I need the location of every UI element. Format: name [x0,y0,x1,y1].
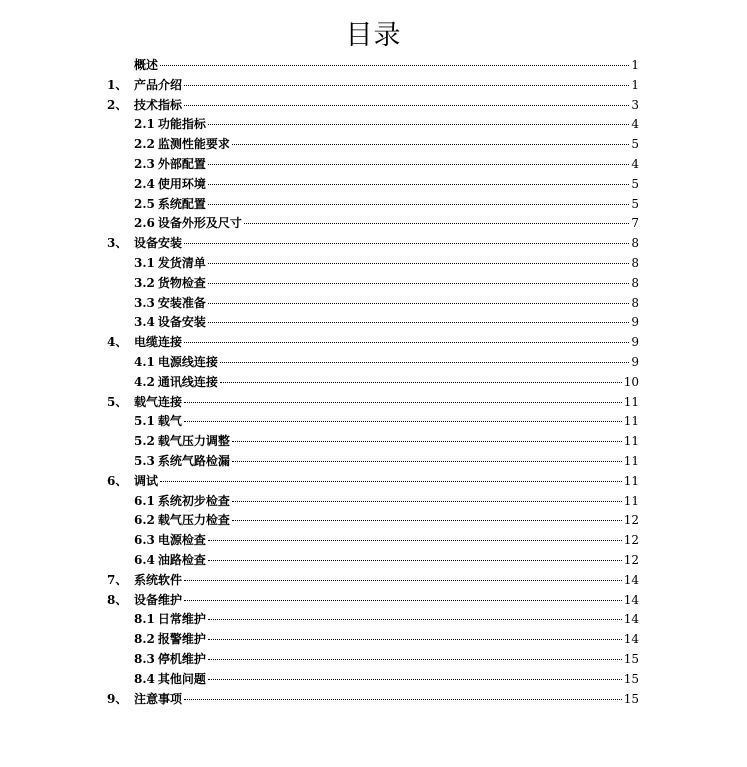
toc-entry-page-number: 1 [631,58,639,72]
toc-entry[interactable] [107,551,639,571]
toc-entry-page-number: 9 [631,315,639,330]
toc-dot-leader [232,520,622,521]
toc-entry-label: 报警维护 [157,632,206,647]
toc-entry-number: 5.1 [134,414,155,429]
toc-entry-number: 6.1 [134,493,155,508]
toc-entry-label: 设备安装 [157,315,206,330]
toc-entry-label: 系统气路检漏 [157,453,230,468]
toc-entry-number: 3.2 [134,275,155,290]
toc-entry[interactable] [107,591,639,611]
toc-entry-number: 2.5 [134,196,155,211]
toc-entry[interactable] [107,115,639,135]
toc-entry-number: 8.2 [134,632,155,647]
toc-entry-label: 系统初步检查 [157,493,230,508]
toc-entry[interactable] [107,96,639,116]
toc-entry-page-number: 10 [623,374,639,389]
toc-entry[interactable] [107,472,639,492]
toc-dot-leader [184,580,622,581]
toc-entry[interactable] [107,432,639,452]
toc-dot-leader [208,263,629,264]
toc-entry-page-number: 8 [631,236,639,251]
toc-dot-leader [184,402,622,403]
toc-entry-page-number: 8 [631,255,639,270]
toc-dot-leader [184,85,629,86]
toc-entry-number: 2.1 [134,117,155,132]
toc-dot-leader [208,679,622,680]
toc-entry-label: 油路检查 [157,552,206,567]
toc-entry-label: 设备维护 [134,592,183,607]
toc-dot-leader [208,659,622,660]
toc-entry-number: 8.1 [134,612,155,627]
toc-entry[interactable] [107,214,639,234]
toc-entry-label: 功能指标 [157,117,206,132]
toc-entry[interactable] [107,294,639,314]
toc-entry[interactable] [107,333,639,353]
toc-dot-leader [184,342,629,343]
toc-entry-page-number: 11 [623,493,639,508]
toc-dot-leader [208,540,622,541]
toc-entry-label: 使用环境 [157,176,206,191]
toc-entry[interactable] [107,353,639,373]
toc-entry[interactable] [107,155,639,175]
toc-entry-page-number: 4 [631,156,639,171]
toc-dot-leader [208,164,629,165]
toc-entry[interactable] [107,274,639,294]
toc-entry-page-number: 12 [623,513,639,528]
toc-entry[interactable] [107,571,639,591]
toc-entry-number: 2.2 [134,137,155,152]
toc-entry-page-number: 15 [623,671,639,686]
toc-entry-page-number: 14 [623,572,639,587]
toc-entry[interactable] [107,670,639,690]
toc-entry-label: 停机维护 [157,651,206,666]
toc-dot-leader [208,560,622,561]
toc-entry-label: 注意事项 [134,691,183,706]
toc-entry-label: 安装准备 [157,295,206,310]
toc-dot-leader [184,421,622,422]
toc-entry[interactable] [107,511,639,531]
toc-entry-page-number: 9 [631,335,639,350]
toc-entry-label: 载气 [157,414,182,429]
toc-dot-leader [244,223,629,224]
toc-entry-number: 2、 [107,97,128,112]
toc-entry-label: 电源检查 [157,533,206,548]
toc-dot-leader [184,699,622,700]
toc-entry-page-number: 14 [623,612,639,627]
toc-entry-label: 日常维护 [157,612,206,627]
toc-entry-number: 5.2 [134,434,155,449]
toc-entry[interactable] [107,650,639,670]
toc-entry-label: 发货清单 [157,255,206,270]
toc-entry-number: 4、 [107,335,128,350]
toc-entry[interactable] [107,630,639,650]
toc-entry-page-number: 14 [623,592,639,607]
toc-entry-page-number: 3 [631,97,639,112]
toc-entry-label: 技术指标 [134,97,183,112]
toc-entry-label: 监测性能要求 [157,137,230,152]
toc-entry[interactable] [107,254,639,274]
toc-entry-number: 2.4 [134,176,155,191]
toc-entry-page-number: 5 [631,137,639,152]
toc-entry-page-number: 8 [631,295,639,310]
toc-entry-number: 2.3 [134,156,155,171]
toc-entry-label: 系统配置 [157,196,206,211]
toc-entry-label: 货物检查 [157,275,206,290]
toc-entry-number: 6、 [107,473,128,488]
toc-entry-page-number: 9 [631,354,639,369]
toc-entry-page-number: 4 [631,117,639,132]
toc-entry-number: 5、 [107,394,128,409]
toc-entry[interactable] [107,531,639,551]
toc-dot-leader [220,362,629,363]
toc-entry-label: 系统软件 [134,572,183,587]
toc-dot-leader [184,243,629,244]
toc-entry[interactable] [107,492,639,512]
toc-entry-label: 设备外形及尺寸 [157,216,242,231]
toc-dot-leader [232,441,622,442]
toc-entry-number: 3.1 [134,255,155,270]
toc-entry[interactable] [107,76,639,96]
toc-entry-number: 6.4 [134,552,155,567]
toc-entry-number: 3.4 [134,315,155,330]
toc-dot-leader [208,619,622,620]
toc-entry-label: 概述 [134,58,159,72]
toc-entry-page-number: 11 [623,434,639,449]
toc-entry[interactable] [107,56,639,76]
toc-list [107,56,639,709]
toc-dot-leader [208,184,629,185]
toc-entry[interactable] [107,690,639,710]
toc-dot-leader [208,322,629,323]
toc-entry[interactable] [107,610,639,630]
toc-entry-page-number: 11 [623,453,639,468]
toc-entry-number: 2.6 [134,216,155,231]
toc-entry-number: 5.3 [134,453,155,468]
toc-dot-leader [208,124,629,125]
toc-entry-number: 8、 [107,592,128,607]
toc-entry-label: 设备安装 [134,236,183,251]
toc-entry-label: 外部配置 [157,156,206,171]
toc-entry[interactable] [107,313,639,333]
toc-entry-number: 4.2 [134,374,155,389]
toc-entry[interactable] [107,195,639,215]
toc-entry-page-number: 5 [631,176,639,191]
toc-entry-page-number: 11 [623,414,639,429]
toc-entry[interactable] [107,135,639,155]
toc-entry[interactable] [107,175,639,195]
toc-entry-number: 6.3 [134,533,155,548]
toc-entry-label: 通讯线连接 [157,374,218,389]
toc-entry-page-number: 11 [623,473,639,488]
toc-entry-label: 载气压力检查 [157,513,230,528]
toc-dot-leader [160,65,629,66]
toc-dot-leader [232,501,622,502]
toc-dot-leader [232,461,622,462]
toc-entry-page-number: 12 [623,552,639,567]
toc-entry-page-number: 11 [623,394,639,409]
toc-entry-label: 电缆连接 [134,335,183,350]
toc-entry[interactable] [107,412,639,432]
toc-entry-label: 载气压力调整 [157,434,230,449]
toc-entry-label: 电源线连接 [157,354,218,369]
toc-entry-page-number: 1 [631,77,639,92]
toc-entry-page-number: 14 [623,632,639,647]
toc-entry-number: 6.2 [134,513,155,528]
toc-entry-number: 4.1 [134,354,155,369]
toc-dot-leader [208,639,622,640]
toc-entry-number: 3.3 [134,295,155,310]
toc-entry-label: 调试 [134,473,159,488]
toc-entry-number: 9、 [107,691,128,706]
toc-entry-label: 产品介绍 [134,77,183,92]
toc-entry[interactable] [107,452,639,472]
toc-entry-page-number: 15 [623,651,639,666]
toc-dot-leader [160,481,622,482]
toc-dot-leader [232,144,629,145]
toc-entry-number: 8.3 [134,651,155,666]
toc-entry-label: 其他问题 [157,671,206,686]
toc-dot-leader [208,204,629,205]
toc-dot-leader [208,283,629,284]
toc-entry[interactable] [107,234,639,254]
toc-entry-page-number: 8 [631,275,639,290]
toc-entry-page-number: 5 [631,196,639,211]
toc-dot-leader [220,382,622,383]
toc-entry[interactable] [107,373,639,393]
toc-entry-number: 3、 [107,236,128,251]
toc-entry-page-number: 15 [623,691,639,706]
toc-entry[interactable] [107,393,639,413]
toc-entry-label: 载气连接 [134,394,183,409]
toc-entry-number: 8.4 [134,671,155,686]
toc-entry-page-number: 12 [623,533,639,548]
toc-dot-leader [184,600,622,601]
toc-entry-number: 7、 [107,572,128,587]
toc-dot-leader [208,303,629,304]
toc-dot-leader [184,105,629,106]
toc-title: 目录 [345,20,402,51]
toc-entry-page-number: 7 [631,216,639,231]
toc-entry-number: 1、 [107,77,128,92]
